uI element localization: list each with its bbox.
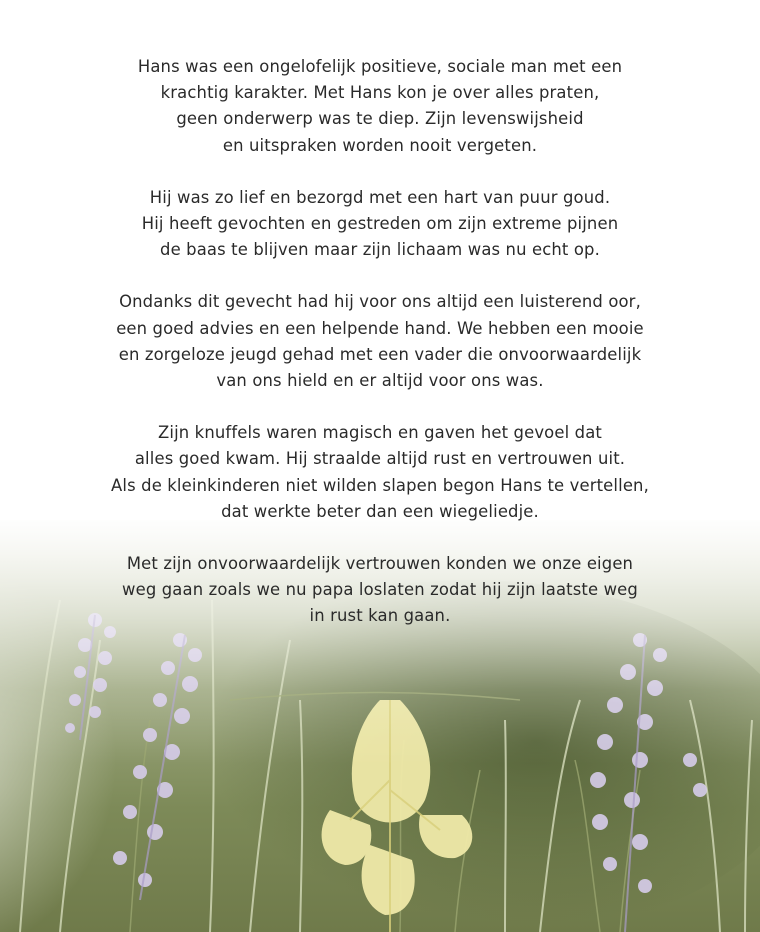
text-line: geen onderwerp was te diep. Zijn levenswijsheid [176,109,584,129]
text-line: en uitspraken worden nooit vergeten. [222,135,538,155]
text-line: Zijn knuffels waren magisch en gaven het gevoel dat [158,423,602,443]
text-line: Hij heeft gevochten en gestreden om zijn extreme pijnen [141,214,619,234]
text-line: in rust kan gaan. [309,606,451,626]
text-line: Als de kleinkinderen niet wilden slapen begon Hans te vertellen, [111,475,649,495]
text-line: krachtig karakter. Met Hans kon je over alles praten, [160,83,600,103]
paragraph-3 [60,289,700,394]
paragraph-5 [60,551,700,630]
text-line: de baas te blijven maar zijn lichaam was nu echt op. [160,240,600,260]
text-line: Hans was een ongelofelijk positieve, sociale man met een [137,57,623,76]
text-line: dat werkte beter dan een wiegeliedje. [221,501,539,521]
text-line: Hij was zo lief en bezorgd met een hart van puur goud. [149,187,611,207]
paragraph-4 [60,420,700,525]
text-line: van ons hield en er altijd voor ons was. [216,371,544,391]
text-line: weg gaan zoals we nu papa loslaten zodat hij zijn laatste weg [122,580,638,600]
text-line: Met zijn onvoorwaardelijk vertrouwen konden we onze eigen [126,554,634,574]
paragraph-1 [60,54,700,159]
text-line: en zorgeloze jeugd gehad met een vader die onvoorwaardelijk [118,344,642,364]
memorial-text [60,54,700,656]
text-line: alles goed kwam. Hij straalde altijd rust en vertrouwen uit. [134,449,626,469]
text-line: Ondanks dit gevecht had hij voor ons altijd een luisterend oor, [119,292,641,312]
text-line: een goed advies en een helpende hand. We hebben een mooie [116,318,644,338]
paragraph-2 [60,185,700,264]
